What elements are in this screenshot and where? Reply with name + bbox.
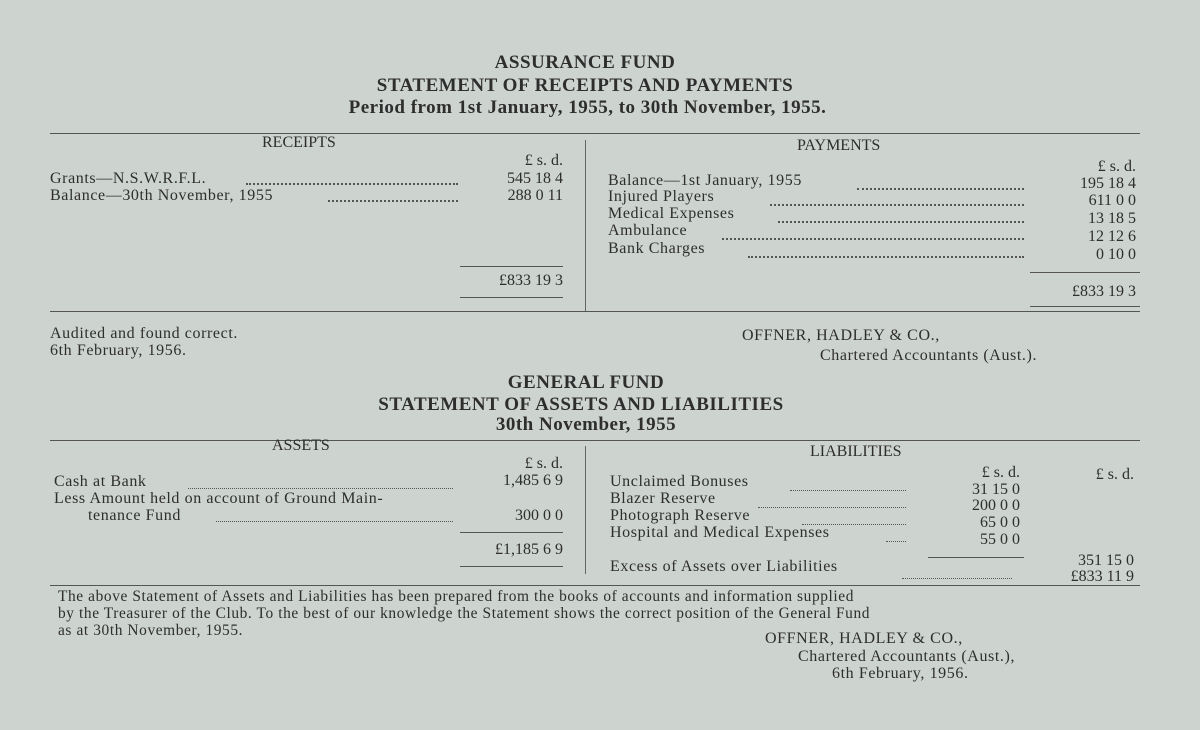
- asset-amount: 300 0 0: [515, 507, 563, 524]
- payment-label: Ambulance: [608, 222, 688, 239]
- payment-label: Injured Players: [608, 188, 715, 205]
- liability-label: Hospital and Medical Expenses: [610, 524, 830, 541]
- footer-firm-title: Chartered Accountants (Aust.),: [798, 648, 1016, 665]
- leader-dots: [748, 256, 1024, 258]
- liability-amount: 55 0 0: [980, 531, 1020, 548]
- leader-dots: [790, 490, 906, 491]
- auditor-firm: OFFNER, HADLEY & CO.,: [742, 327, 940, 344]
- assurance-period: Period from 1st January, 1955, to 30th November, 1955.: [348, 97, 827, 118]
- liabilities-total: £833 11 9: [1070, 568, 1134, 585]
- payments-total-rule: [1030, 272, 1140, 273]
- leader-dots: [722, 238, 1024, 240]
- payments-header: PAYMENTS: [797, 137, 881, 154]
- receipt-amount: 288 0 11: [507, 187, 563, 204]
- liabilities-currency-header-a: £ s. d.: [981, 464, 1020, 481]
- liabilities-header: LIABILITIES: [810, 443, 902, 460]
- payment-label: Bank Charges: [608, 240, 706, 257]
- receipt-amount: 545 18 4: [507, 170, 563, 187]
- leader-dots: [778, 221, 1024, 223]
- payment-amount: 195 18 4: [1080, 175, 1136, 192]
- payments-total: £833 19 3: [1072, 283, 1136, 300]
- receipts-total: £833 19 3: [499, 272, 563, 289]
- liabilities-subtotal-rule: [928, 557, 1024, 558]
- leader-dots: [246, 183, 458, 185]
- general-bottom-rule: [50, 585, 1140, 586]
- payment-amount: 13 18 5: [1088, 210, 1136, 227]
- liability-label: Unclaimed Bonuses: [610, 473, 749, 490]
- liability-amount: 65 0 0: [980, 514, 1020, 531]
- footer-statement-line: The above Statement of Assets and Liabilities has been prepared from the books of accounts and information supplied: [58, 588, 855, 605]
- assets-header: ASSETS: [272, 437, 330, 454]
- footer-firm: OFFNER, HADLEY & CO.,: [765, 630, 963, 647]
- receipts-total-rule: [460, 266, 563, 267]
- auditor-title: Chartered Accountants (Aust.).: [820, 347, 1038, 364]
- liability-label: Photograph Reserve: [610, 507, 751, 524]
- assurance-bottom-rule: [50, 311, 1140, 312]
- leader-dots: [857, 188, 1024, 190]
- liabilities-subtotal: 351 15 0: [1078, 552, 1134, 569]
- general-top-rule: [50, 440, 1140, 441]
- payment-label: Balance—1st January, 1955: [608, 172, 802, 189]
- asset-amount: 1,485 6 9: [503, 472, 563, 489]
- assurance-top-rule: [50, 133, 1140, 134]
- audit-note: Audited and found correct.: [50, 325, 238, 342]
- liabilities-currency-header-b: £ s. d.: [1095, 466, 1134, 483]
- payments-currency-header: £ s. d.: [1097, 158, 1136, 175]
- payment-amount: 12 12 6: [1088, 228, 1136, 245]
- asset-label: Cash at Bank: [54, 473, 147, 490]
- assurance-title: ASSURANCE FUND: [494, 52, 676, 73]
- receipts-header: RECEIPTS: [262, 134, 336, 151]
- footer-statement-line: by the Treasurer of the Club. To the best of our knowledge the Statement shows the correct position of the General Fund: [58, 605, 871, 622]
- liability-label: Blazer Reserve: [610, 490, 716, 507]
- excess-label: Excess of Assets over Liabilities: [610, 558, 838, 575]
- liability-amount: 31 15 0: [972, 481, 1020, 498]
- payments-bottom-rule: [1030, 306, 1140, 307]
- payment-label: Medical Expenses: [608, 205, 735, 222]
- receipts-bottom-rule: [460, 297, 563, 298]
- assets-currency-header: £ s. d.: [524, 455, 563, 472]
- footer-date: 6th February, 1956.: [832, 665, 969, 682]
- leader-dots: [758, 507, 906, 508]
- assets-total-rule: [460, 532, 563, 533]
- receipts-currency-header: £ s. d.: [524, 152, 563, 169]
- asset-label: Less Amount held on account of Ground Main-: [54, 490, 384, 507]
- assurance-subtitle: STATEMENT OF RECEIPTS AND PAYMENTS: [376, 75, 794, 96]
- general-date: 30th November, 1955: [495, 414, 677, 435]
- assurance-divider: [585, 140, 586, 312]
- general-subtitle: STATEMENT OF ASSETS AND LIABILITIES: [378, 394, 784, 415]
- payment-amount: 611 0 0: [1088, 192, 1136, 209]
- leader-dots: [328, 200, 458, 202]
- footer-statement-line: as at 30th November, 1955.: [58, 622, 244, 639]
- leader-dots: [902, 578, 1012, 579]
- leader-dots: [770, 204, 1024, 206]
- receipt-label: Balance—30th November, 1955: [50, 187, 274, 204]
- general-divider: [585, 446, 586, 574]
- leader-dots: [886, 541, 906, 542]
- leader-dots: [188, 488, 453, 489]
- audit-date: 6th February, 1956.: [50, 342, 187, 359]
- general-title: GENERAL FUND: [507, 372, 665, 393]
- liability-amount: 200 0 0: [972, 497, 1020, 514]
- assets-total: £1,185 6 9: [495, 541, 563, 558]
- payment-amount: 0 10 0: [1096, 246, 1136, 263]
- asset-label: tenance Fund: [88, 507, 181, 524]
- receipt-label: Grants—N.S.W.R.F.L.: [50, 170, 207, 187]
- assets-bottom-rule: [460, 566, 563, 567]
- leader-dots: [216, 521, 453, 522]
